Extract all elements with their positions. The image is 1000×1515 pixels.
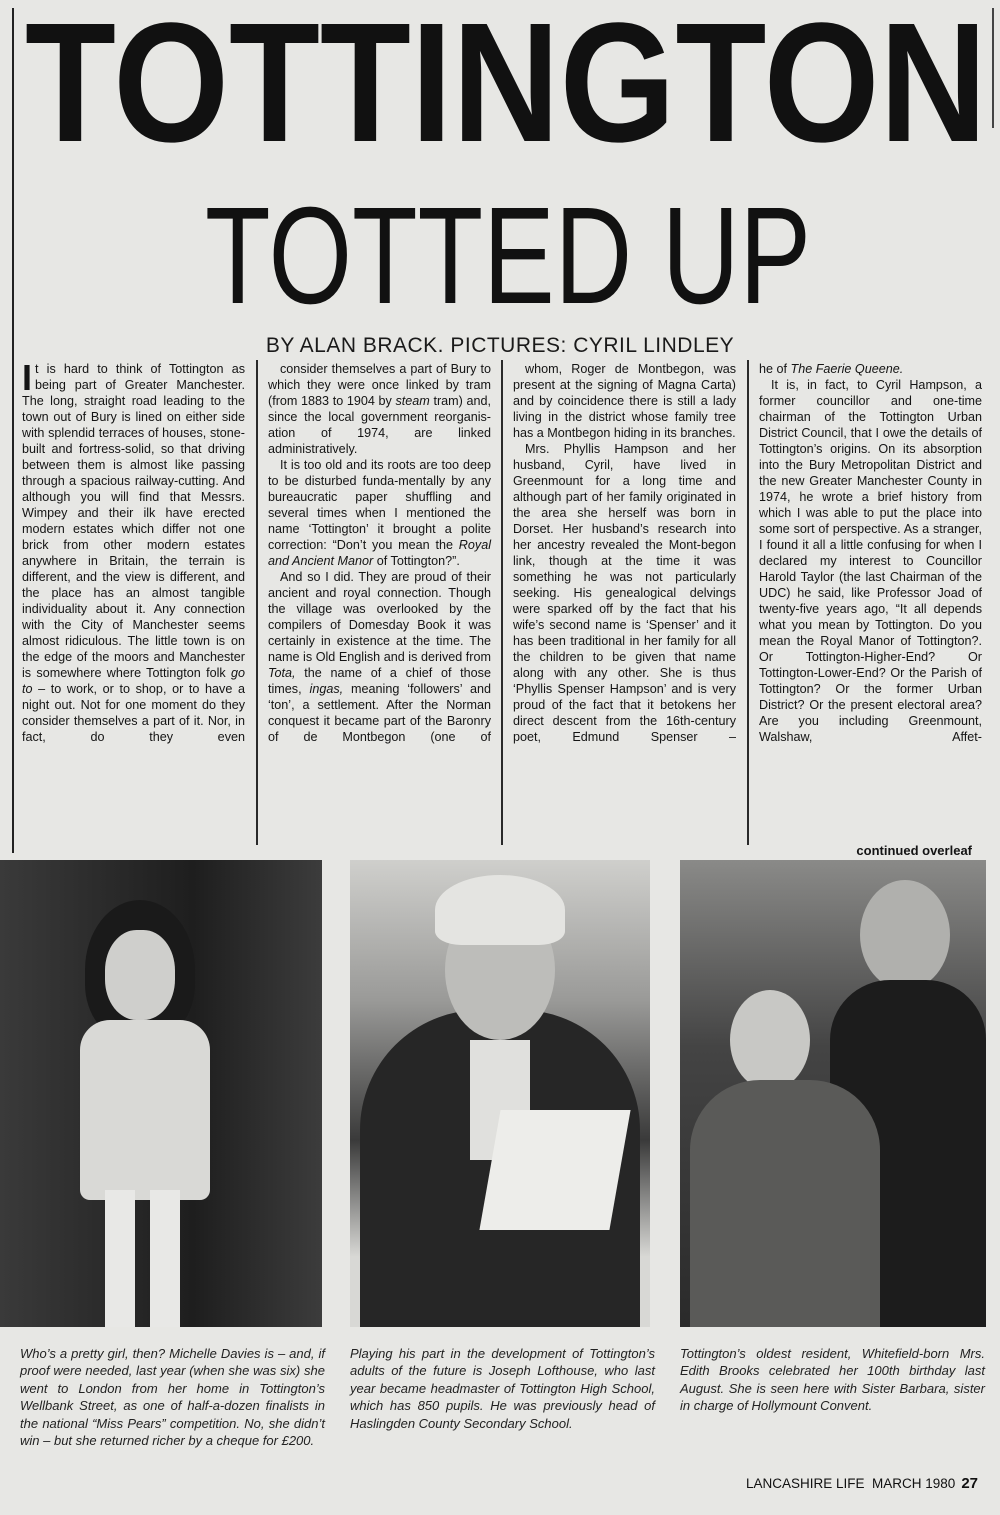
article-text: – to work, or to shop, or to have a night out. Not for one moment do they consider themselves a part of it. Nor, in fact, do they even — [22, 682, 245, 744]
headline-main: TOTTINGTON — [25, 0, 987, 178]
byline: BY ALAN BRACK. PICTURES: CYRIL LINDLEY — [265, 334, 735, 357]
article-paragraph — [268, 569, 491, 745]
photo-headmaster — [350, 860, 650, 1327]
article-column-3 — [513, 361, 736, 745]
article-paragraph — [513, 441, 736, 745]
article-column-1 — [22, 357, 245, 745]
article-text: consider themselves a part of Bury to which they were once linked by tram (from 1883 to 1904 by — [268, 362, 491, 408]
article-italic-text: steam — [395, 394, 430, 408]
headline-main-row — [25, 0, 1000, 178]
continued-overleaf: continued overleaf — [856, 843, 972, 858]
caption-photo-headmaster: Playing his part in the development of Tottington’s adults of the future is Joseph Lofthouse, who last year became headmaster of Tottington High School, which has 850 pupils. He was previously head of Haslingden County Secondary School. — [350, 1346, 655, 1431]
publication-date: LANCASHIRE LIFE MARCH 1980 — [745, 1476, 956, 1491]
article-text: Mrs. Phyllis Hampson and her husband, Cyril, have lived in Greenmount for a long time and although part of her family originated in the area she herself was born in Dorset. Her husband’s research into her ancestry revealed the Mont-begon link, though at the time it was something he was not particularly seeking. His genealogical delvings were sparked off by the fact that his wife’s second name is ‘Spenser’ and it has been traditional in her family for all the children to be given that name along with any other. She is thus ‘Phyllis Spenser Hampson’ and is very proud of the fact that it betokens her direct descent from the 16th-century poet, Edmund Spenser – — [513, 442, 736, 744]
article-italic-text: ingas, — [309, 682, 344, 696]
article-text: of Tottington?”. — [373, 554, 460, 568]
headline-sub: TOTTED UP — [205, 179, 811, 333]
article-text: meaning ‘followers’ and ‘ton’, a settlement. After the Norman conquest it became part of the Baronry of de Montbegon (one of — [268, 682, 492, 744]
column-divider — [501, 360, 503, 845]
article-paragraph — [268, 457, 491, 569]
article-paragraph — [759, 361, 982, 377]
page-footer — [746, 1475, 978, 1492]
column-divider — [747, 360, 749, 845]
article-text: he of — [759, 362, 791, 376]
article-text: It is, in fact, to Cyril Hampson, a former councillor and one-time chairman of the Tottington Urban District Council, that I owe the details of Tottington’s origins. On its absorption into the Bury Metropolitan District and the new Greater Manchester County in 1974, he wrote a brief history from which I was able to put the place into some sort of perspective. As a stranger, I found it all a little confusing for when I declared my interest to Councillor Harold Taylor (the last Chairman of the UDC) he said, like Professor Joad of twenty-five years ago, “It all depends what you mean by Tottington. Do you mean the Royal Manor of Tottington?. Or Tottington-Higher-End? Or Tottington-Lower-End? Or the Parish of Tottington? Or the former Urban District? Or the present electoral area? Are you including Greenmount, Walshaw, Affet- — [759, 378, 982, 744]
drop-cap: I — [22, 357, 33, 398]
page-border-rule — [12, 8, 14, 853]
article-text: t is hard to think of Tottington as being part of Greater Manchester. The long, straight road leading to the town out of Bury is lined on either side with splendid terraces of houses, stone-built and fortress-solid, so that driving between them is almost like passing through a spacious railway-cutting. And although you will find that Messrs. Wimpey and their ilk have erected modern estates which differ not one brick from other modern estates anywhere in Britain, the terrain is different, and the view is different, and the place has an almost tangible individuality about it. Any connection with the City of Manchester seems almost ridiculous. The little town is on the edge of the moors and Manchester is somewhere where Tottington folk — [22, 362, 245, 680]
article-column-4 — [759, 361, 982, 745]
article-paragraph — [513, 361, 736, 441]
column-divider — [256, 360, 258, 845]
article-column-2 — [268, 361, 491, 745]
article-text: And so I did. They are proud of their ancient and royal connection. Though the village was overlooked by the compilers of Domesday Book it was certainly in existence at the time. The name is Old English and is derived from — [268, 570, 491, 664]
article-text: tram) and, since the local government reorganis-ation of 1974, are linked administratively. — [268, 394, 491, 456]
article-italic-text: go to — [22, 666, 245, 696]
article-paragraph — [759, 377, 982, 745]
photo-girl — [0, 860, 322, 1327]
photo-oldest-resident — [680, 860, 986, 1327]
article-italic-text: Royal and Ancient Manor — [268, 538, 491, 568]
article-paragraph — [268, 361, 491, 457]
page-number: 27 — [961, 1475, 978, 1492]
caption-photo-girl: Who’s a pretty girl, then? Michelle Davies is – and, if proof were needed, last year (when she was six) she went to London from her home in Tottington’s Wellbank Street, as one of half-a-dozen finalists in the national “Miss Pears” competition. No, she didn’t win – but she returned richer by a cheque for £200. — [20, 1346, 325, 1449]
article-text: whom, Roger de Montbegon, was present at the signing of Magna Carta) and by coincidence there is still a lady living in the district whose family tree has a Montbegon hiding in its branches. — [513, 362, 736, 440]
article-italic-text: Tota, — [268, 666, 296, 680]
article-text: It is too old and its roots are too deep to be disturbed funda-mentally by any bureaucratic paper shuffling and several times when I mentioned the name ‘Tottington’ it brought a polite correction: “Don’t you mean the — [268, 458, 491, 552]
caption-photo-oldest-resident: Tottington’s oldest resident, Whitefield-born Mrs. Edith Brooks celebrated her 100th birthday last August. She is seen here with Sister Barbara, sister in charge of Hollymount Convent. — [680, 1346, 985, 1414]
headline-sub-row — [205, 179, 984, 334]
article-paragraph — [22, 357, 245, 745]
article-text: the name of a chief of those times, — [268, 666, 491, 696]
article-italic-text: The Faerie Queene. — [790, 362, 904, 376]
